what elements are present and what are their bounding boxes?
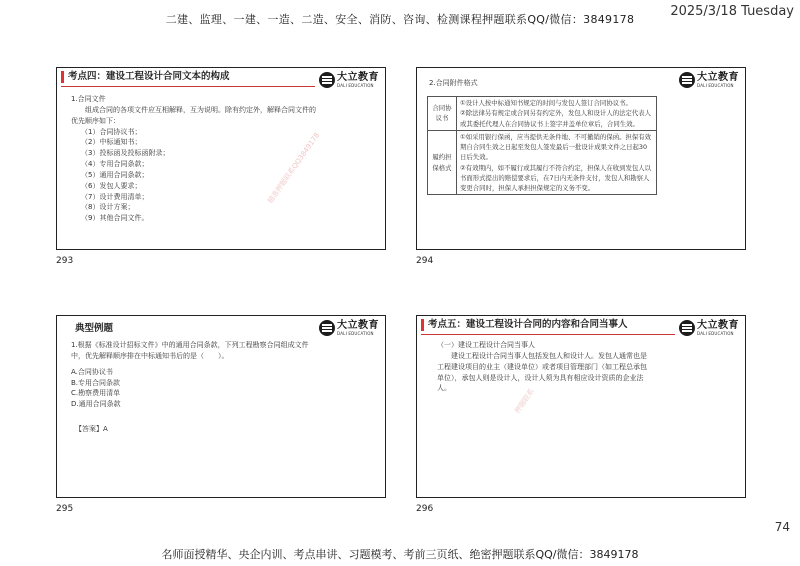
row-label: 合同协议书 xyxy=(428,97,457,131)
paragraph: 建设工程设计合同当事人包括发包人和设计人。发包人通常也是工程建设项目的业主（建设单位）或者项目管理部门（如工程总承包单位），承包人则是设计人，设计人须为具有相应设计资质的企业法人。 xyxy=(437,351,647,393)
option-item: C.勘察费用清单 xyxy=(71,389,121,398)
slide-title-bar xyxy=(61,70,230,85)
logo: 大立教育 DALI EDUCATION xyxy=(679,320,739,336)
bottom-footer: 名师面授精华、央企内训、考点串讲、习题模考、考前三页纸、绝密押题联系QQ/微信：3849178 xyxy=(161,548,639,561)
list-item: （5）通用合同条款； xyxy=(81,170,149,179)
question-text: 1.根据《标准设计招标文件》中的通用合同条款，下列工程勘察合同组成文件中，优先解释顺序排在中标通知书后的是（ ）。 xyxy=(71,341,309,360)
table-cell: ①如采用银行保函，应当提供无条件地、不可撤销的保函。担保有效期自合同生效之日起至发包人签发最后一批设计成果文件之日起30日后失效。 xyxy=(460,132,652,162)
list-item: （7）设计费用清单； xyxy=(81,192,149,201)
answer-text: 【答案】A xyxy=(75,425,108,434)
option-item: D.通用合同条款 xyxy=(71,400,121,409)
table-cell: ①设计人按中标通知书规定的时间与发包人签订合同协议书。 xyxy=(460,99,632,107)
slide-title: 考点五：建设工程设计合同的内容和合同当事人 xyxy=(428,319,628,330)
slide-title: 典型例题 xyxy=(75,323,114,334)
logo: 大立教育 DALI EDUCATION xyxy=(319,72,379,88)
option-item: B.专用合同条款 xyxy=(71,378,121,387)
list-item: （2）中标通知书； xyxy=(81,138,142,147)
slide-296 xyxy=(416,315,746,498)
table-row xyxy=(428,130,657,195)
date-label: 2025/3/18 Tuesday xyxy=(670,4,794,19)
list-item: （3）投标函及投标函附录； xyxy=(81,149,170,158)
logo-icon xyxy=(319,320,335,336)
list-item: （8）设计方案； xyxy=(81,203,135,212)
table-row xyxy=(428,97,657,131)
slide-title: 考点四：建设工程设计合同文本的构成 xyxy=(68,71,230,82)
slide-number: 294 xyxy=(416,256,434,266)
slide-title-bar xyxy=(421,318,628,333)
list-item: （9）其他合同文件。 xyxy=(81,214,149,223)
slide-number: 295 xyxy=(56,504,74,514)
logo-icon xyxy=(679,72,695,88)
logo: 大立教育 DALI EDUCATION xyxy=(679,72,739,88)
list-item: （6）发包人要求； xyxy=(81,181,142,190)
slide-number: 293 xyxy=(56,256,74,266)
section-heading: 2.合同附件格式 xyxy=(429,79,478,87)
table-cell: ②除法律另有规定或合同另有约定外，发包人和设计人的法定代表人或其委托代理人在合同协议书上签字并盖单位章后，合同生效。 xyxy=(460,109,652,128)
watermark: 押题联系 xyxy=(513,387,536,415)
logo-icon xyxy=(319,72,335,88)
attachment-table xyxy=(427,96,657,195)
table-cell: ②有效期内，如不履行或其履行不符合约定，担保人在收到发包人以书面形式提出的赔偿要求后，在7日内无条件支付，发包人和勘察人变更合同时，担保人承担担保规定的义务不变。 xyxy=(460,163,652,192)
list-item: （4）专用合同条款； xyxy=(81,160,149,169)
slide-294 xyxy=(416,67,746,250)
logo-icon xyxy=(679,320,695,336)
list-item: （1）合同协议书； xyxy=(81,127,142,136)
page-number: 74 xyxy=(774,520,790,534)
slide-295 xyxy=(56,315,386,498)
top-header: 二建、监理、一建、一造、二造、安全、消防、咨询、检测课程押题联系QQ/微信：3849178 xyxy=(165,13,635,26)
watermark: 精准押题联系QQ3849178 xyxy=(266,131,322,205)
row-label: 履约担保格式 xyxy=(428,130,457,195)
option-item: A.合同协议书 xyxy=(71,367,113,376)
slide-293 xyxy=(56,67,386,250)
logo: 大立教育 DALI EDUCATION xyxy=(319,320,379,336)
section-heading: 1.合同文件 xyxy=(71,95,106,103)
slide-number: 296 xyxy=(416,504,434,514)
section-heading: （一）建设工程设计合同当事人 xyxy=(437,341,535,349)
paragraph: 组成合同的各项文件应互相解释，互为说明。除有约定外，解释合同文件的优先顺序如下： xyxy=(71,105,316,125)
slide-title-bar xyxy=(61,318,113,337)
